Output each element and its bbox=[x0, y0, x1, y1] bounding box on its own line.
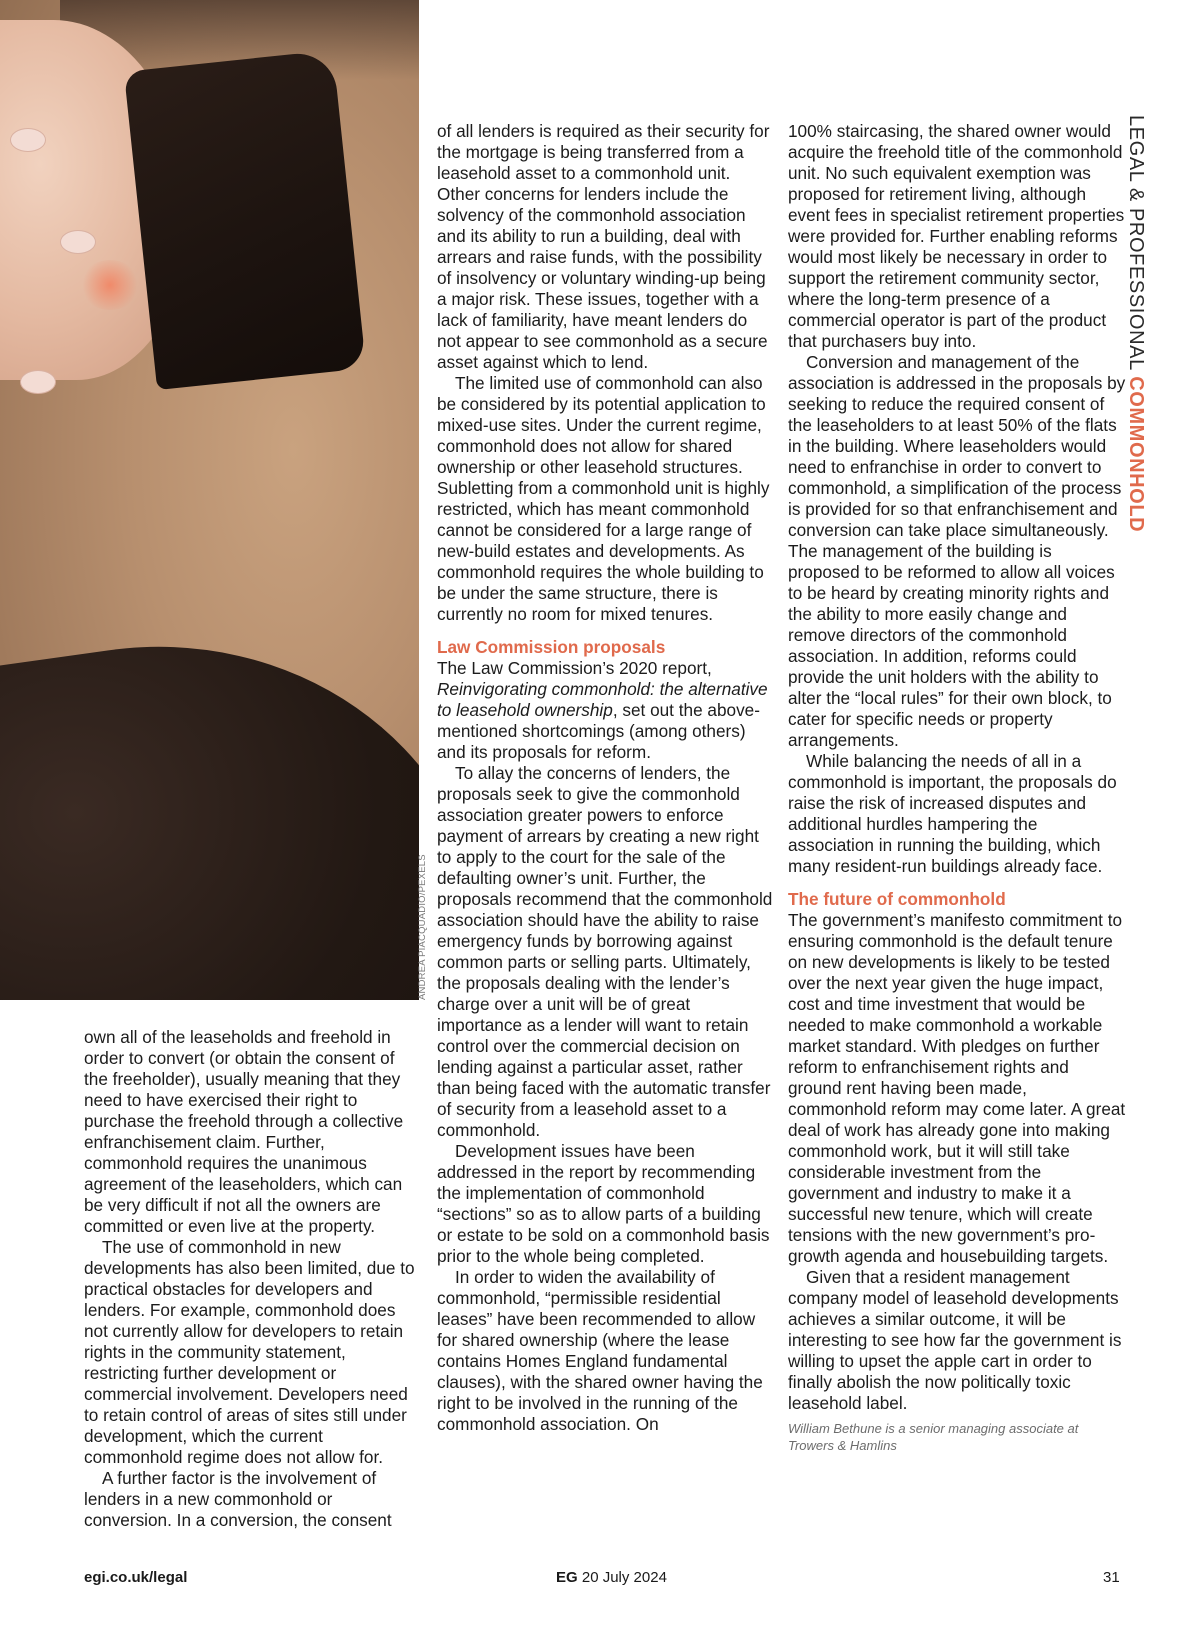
column-2 bbox=[437, 121, 775, 1435]
subheading-future: The future of commonhold bbox=[788, 889, 1006, 909]
column-3 bbox=[788, 121, 1126, 1454]
footer-issue bbox=[556, 1569, 667, 1586]
black-sweater-shoulder bbox=[0, 604, 419, 1000]
paragraph: The use of commonhold in new developments has also been limited, due to practical obstacles for developers and lenders. For example, commonhold does not currently allow for developers to retain rights in the community statement, restricting further development or commercial involvement. Developers need to retain control of areas of sites still under development, which the current commonhold regime does not allow for. bbox=[84, 1237, 415, 1467]
paragraph: The Law Commission’s 2020 report, Reinvigorating commonhold: the alternative to leasehold ownership, set out the above-mentioned shortcomings (among others) and its proposals for reform. bbox=[437, 658, 768, 762]
report-title: Reinvigorating commonhold: the alternative to leasehold ownership bbox=[437, 679, 768, 720]
black-sleeve bbox=[124, 50, 366, 390]
paragraph: Development issues have been addressed in the report by recommending the implementation of commonhold “sections” so as to allow parts of a building or estate to be sold on a commonhold basis prior to the whole being completed. bbox=[437, 1141, 770, 1266]
paragraph: own all of the leaseholds and freehold in order to convert (or obtain the consent of the freeholder), usually meaning that they need to have exercised their right to purchase the freehold through a collective enfranchisement claim. Further, commonhold requires the unanimous agreement of the leaseholders, which can be very difficult if not all the owners are committed or even live at the property. bbox=[84, 1027, 404, 1236]
photo-credit: ANDREA PIACQUADIO/PEXELS bbox=[417, 854, 428, 1000]
paragraph: Conversion and management of the association is addressed in the proposals by seeking to reduce the required consent of the leaseholders to at least 50% of the flats in the building. Where leaseholders would need to enfranchise in order to convert to commonhold, a simplification of the process is provided for so that enfranchisement and conversion can take place simultaneously. The management of the building is proposed to be reformed to allow all voices to be heard by creating minority rights and the ability to more easily change and remove directors of the commonhold association. In addition, reforms could provide the unit holders with the ability to alter the “local rules” for their own block, to cater for specific needs or property arrangements. bbox=[788, 352, 1126, 750]
paragraph: The limited use of commonhold can also be considered by its potential application to mixed-use sites. Under the current regime, commonhold does not allow for shared ownership or other leasehold structures. Subletting from a commonhold unit is highly restricted, which has meant commonhold cannot be considered for a large range of new-build estates and developments. As commonhold requires the whole building to be under the same structure, there is currently no room for mixed tenures. bbox=[437, 373, 770, 624]
author-bio: William Bethune is a senior managing associate at Trowers & Hamlins bbox=[788, 1421, 1079, 1453]
section-topic: COMMONHOLD bbox=[1125, 376, 1147, 533]
paragraph: Given that a resident management company model of leasehold developments achieves a similar outcome, it will be interesting to see how far the government is willing to upset the apple cart in order to finally abolish the now politically toxic leasehold label. bbox=[788, 1267, 1122, 1413]
paragraph: The government’s manifesto commitment to ensuring commonhold is the default tenure on new developments is likely to be tested over the next year given the huge impact, cost and time investment that would be needed to make commonhold a workable market standard. With pledges on further reform to enfranchisement rights and ground rent having been made, commonhold reform may come later. A great deal of work has already gone into making commonhold work, but it will still take considerable investment from the government and industry to make it a successful new tenure, which will create tensions with the new government’s pro-growth agenda and housebuilding targets. bbox=[788, 910, 1126, 1266]
paragraph: A further factor is the involvement of lenders in a new commonhold or conversion. In a conversion, the consent bbox=[84, 1468, 392, 1530]
paragraph: In order to widen the availability of commonhold, “permissible residential leases” have been recommended to allow for shared ownership (where the lease contains Homes England fundamental clauses), with the shared owner having the right to be involved in the running of the commonhold association. On bbox=[437, 1267, 763, 1434]
article-photo bbox=[0, 0, 419, 1000]
issue-date: 20 July 2024 bbox=[577, 1569, 667, 1586]
subheading-law-commission: Law Commission proposals bbox=[437, 637, 666, 657]
column-1 bbox=[84, 1027, 422, 1531]
page-number: 31 bbox=[1103, 1569, 1120, 1586]
footer-url: egi.co.uk/legal bbox=[84, 1569, 188, 1586]
paragraph: 100% staircasing, the shared owner would acquire the freehold title of the commonhold unit. No such equivalent exemption was proposed for retirement living, although event fees in specialist retirement properties were provided for. Further enabling reforms would most likely be necessary in order to support the retirement community sector, where the long-term presence of a commercial operator is part of the product that purchasers buy into. bbox=[788, 121, 1125, 351]
magazine-name: EG bbox=[556, 1569, 578, 1586]
paragraph: To allay the concerns of lenders, the proposals seek to give the commonhold association greater powers to enforce payment of arrears by creating a new right to apply to the court for the sale of the defaulting owner’s unit. Further, the proposals recommend that the commonhold association should have the ability to raise emergency funds by borrowing against common parts or selling parts. Ultimately, the proposals dealing with the lender’s charge over a unit will be of great importance as a lender will want to retain control over the commercial decision on lending against a particular asset, rather than being faced with the automatic transfer of security from a leasehold asset to a commonhold. bbox=[437, 763, 773, 1140]
paragraph: While balancing the needs of all in a commonhold is important, the proposals do raise the risk of increased disputes and additional hurdles hampering the association in running the building, which many resident-run buildings already face. bbox=[788, 751, 1117, 876]
section-name: LEGAL & PROFESSIONAL bbox=[1125, 115, 1147, 377]
paragraph: of all lenders is required as their security for the mortgage is being transferred from a leasehold asset to a commonhold unit. Other concerns for lenders include the solvency of the commonhold association and its ability to run a building, deal with arrears and raise funds, with the possibility of insolvency or voluntary winding-up being a major risk. These issues, together with a lack of familiarity, have meant lenders do not appear to see commonhold as a secure asset against which to lend. bbox=[437, 121, 770, 372]
